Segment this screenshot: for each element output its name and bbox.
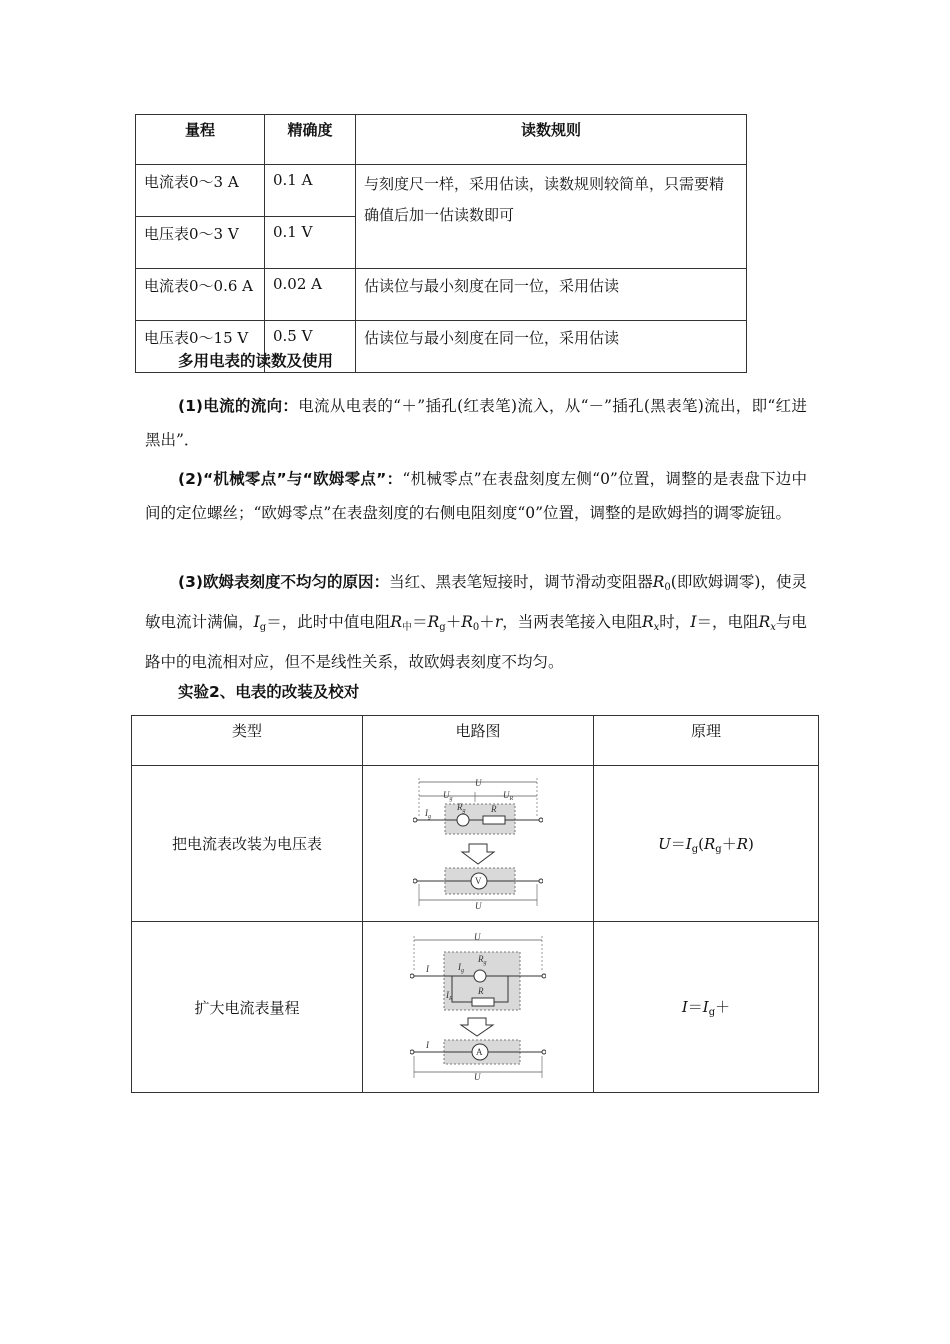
- paragraph-text: “机械零点”在表盘刻度左侧“0”位置，调整的是表盘下边中间的定位螺丝；“欧姆零点”在表盘刻度的右侧电阻刻度“0”位置，调整的是欧姆挡的调零旋钮。: [145, 470, 808, 522]
- header-precision: 精确度: [265, 115, 356, 165]
- label-U-bottom: U: [475, 900, 482, 911]
- principle-cell: $I=I_g+$: [594, 922, 819, 1093]
- meter-reading-table: [135, 114, 747, 373]
- label-U: U: [474, 932, 481, 942]
- rule-cell: 估读位与最小刻度在同一位，采用估读: [356, 321, 747, 373]
- label-I-bottom: I: [426, 1040, 429, 1050]
- label-I: I: [426, 964, 429, 974]
- header-range: 量程: [136, 115, 265, 165]
- header-principle: 原理: [594, 716, 819, 766]
- precision-cell: 0.1 A: [265, 165, 356, 217]
- section-heading-multimeter: 多用电表的读数及使用: [178, 352, 334, 370]
- label-UR: $U_R$: [503, 789, 514, 802]
- circuit-cell: [363, 922, 594, 1093]
- label-U: U: [475, 777, 482, 788]
- principle-cell: $U=I_g(R_g+R)$: [594, 766, 819, 922]
- paragraph-ohmmeter-scale: (3)欧姆表刻度不均匀的原因：当红、黑表笔短接时，调节滑动变阻器$R_0$(即欧姆调零)，使灵敏电流计满偏，$I_g=$，此时中值电阻$R_中=R_g+R_0+r$，当两表笔接入电阻$R_x$时，I＝，电阻$R_x$与电路中的电流相对应，但不是线性关系，故欧姆表刻度不均匀。: [145, 573, 807, 671]
- paragraph-zero-points: [145, 462, 807, 530]
- paragraph-current-direction: [145, 389, 807, 457]
- label-R: R: [491, 803, 497, 814]
- label-Ug: $U_g$: [443, 789, 453, 802]
- label-Rg: $R_g$: [478, 954, 487, 966]
- range-cell: 电压表0～3 V: [136, 217, 265, 269]
- table-row: [132, 766, 819, 922]
- precision-cell: 0.5 V: [265, 321, 356, 373]
- table-row: [136, 269, 747, 321]
- precision-cell: 0.02 A: [265, 269, 356, 321]
- header-rule: 读数规则: [356, 115, 747, 165]
- range-cell: 电流表0～0.6 A: [136, 269, 265, 321]
- table-row: [132, 922, 819, 1093]
- paragraph-label: (2)“机械零点”与“欧姆零点”：: [178, 470, 403, 488]
- range-cell: 电流表0～3 A: [136, 165, 265, 217]
- rule-cell-merged: 与刻度尺一样，采用估读，读数规则较简单，只需要精确值后加一估读数即可: [356, 165, 747, 269]
- header-circuit: 电路图: [363, 716, 594, 766]
- precision-cell: 0.1 V: [265, 217, 356, 269]
- label-Ig: $I_g$: [458, 962, 464, 974]
- label-Rg: $R_g$: [457, 801, 466, 814]
- label-U-bottom: U: [474, 1072, 481, 1082]
- paragraph-text: 电流从电表的“＋”插孔(红表笔)流入，从“－”插孔(黑表笔)流出，即“红进黑出”．: [145, 397, 807, 449]
- section-heading-experiment-2: 实验2、电表的改装及校对: [178, 683, 360, 701]
- meter-conversion-table: [131, 715, 819, 1093]
- table-row: [136, 165, 747, 217]
- label-R: R: [478, 986, 484, 996]
- type-cell: 扩大电流表量程: [132, 922, 363, 1093]
- circuit-cell: [363, 766, 594, 922]
- rule-cell: 估读位与最小刻度在同一位，采用估读: [356, 269, 747, 321]
- type-cell: 把电流表改装为电压表: [132, 766, 363, 922]
- voltmeter-symbol: V: [475, 875, 482, 886]
- range-cell: 电压表0～15 V: [136, 321, 265, 373]
- paragraph-label: (1)电流的流向：: [178, 397, 299, 415]
- paragraph-label: (3)欧姆表刻度不均匀的原因：: [178, 573, 390, 591]
- label-IR: $I_R$: [446, 990, 453, 1002]
- ammeter-extension-circuit: [410, 932, 546, 1082]
- header-type: 类型: [132, 716, 363, 766]
- label-Ig: $I_g$: [425, 807, 431, 820]
- voltmeter-conversion-circuit: [413, 776, 543, 912]
- ammeter-symbol: A: [476, 1047, 483, 1057]
